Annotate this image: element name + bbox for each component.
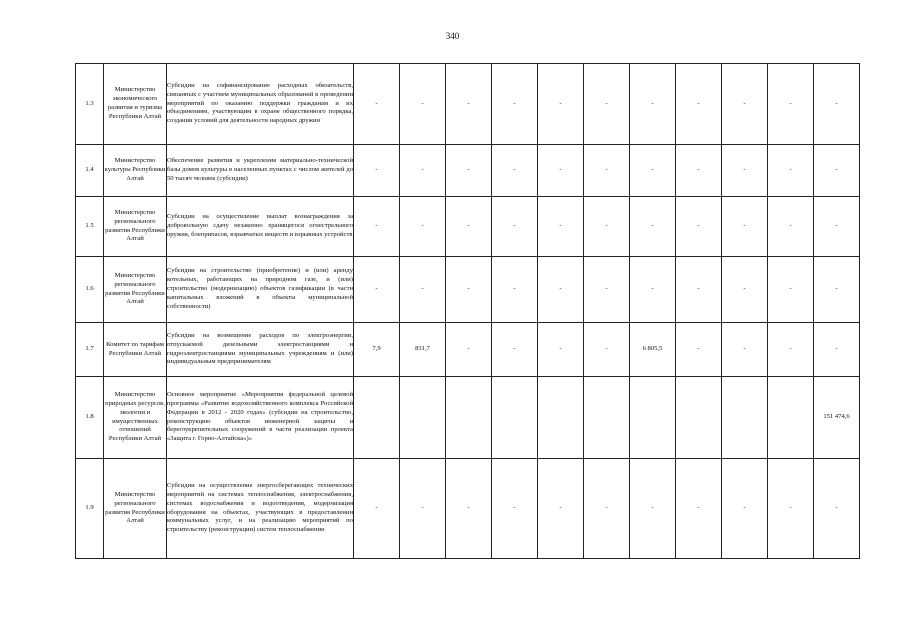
description-cell: Субсидии на осуществление энергосберегающих технических мероприятий на системах теплоснабжения, электроснабжения, системах водоснабжения и водоотведения, модернизация оборудования на объектах, участвующих в предоставлении коммунальных услуг, и на реализацию мероприятий по строительству (реконструкции) систем теплоснабжения [167, 459, 354, 559]
value-cell [722, 377, 768, 459]
value-cell: - [584, 323, 630, 377]
value-cell: - [630, 257, 676, 323]
value-cell: - [722, 197, 768, 257]
value-cell: 151 474,6 [814, 377, 860, 459]
value-cell: - [584, 64, 630, 145]
value-cell: - [630, 197, 676, 257]
value-cell: - [446, 145, 492, 197]
value-cell: - [492, 257, 538, 323]
page-number: 340 [445, 31, 460, 41]
description-cell: Субсидии на осуществление выплат вознаграждения за добровольную сдачу незаконно хранящегося огнестрельного оружия, боеприпасов, взрывчатых веществ и взрывных устройств [167, 197, 354, 257]
table-row [76, 323, 860, 377]
value-cell: - [722, 257, 768, 323]
value-cell: - [354, 459, 400, 559]
value-cell [630, 377, 676, 459]
row-number-cell: 1.9 [76, 459, 104, 559]
organization-cell: Министерство культуры Республики Алтай [104, 145, 167, 197]
value-cell: - [676, 459, 722, 559]
value-cell: - [354, 145, 400, 197]
table-row [76, 64, 860, 145]
table-row [76, 257, 860, 323]
value-cell: - [446, 197, 492, 257]
value-cell: - [768, 323, 814, 377]
row-number-cell: 1.6 [76, 257, 104, 323]
value-cell: - [584, 459, 630, 559]
value-cell: - [630, 64, 676, 145]
row-number-cell: 1.3 [76, 64, 104, 145]
value-cell: - [676, 145, 722, 197]
value-cell: - [492, 459, 538, 559]
value-cell: - [722, 323, 768, 377]
value-cell: - [584, 257, 630, 323]
table-row [76, 145, 860, 197]
value-cell: - [768, 145, 814, 197]
description-cell: Субсидии на софинансирование расходных обязательств, связанных с участием муниципальных образований в проведении мероприятий по оказанию поддержки гражданам и их объединениям, участвующим в охране общественного порядка, создании условий для деятельности народных дружин [167, 64, 354, 145]
value-cell: - [446, 64, 492, 145]
value-cell [538, 377, 584, 459]
value-cell: - [676, 323, 722, 377]
value-cell: - [768, 197, 814, 257]
table-body [76, 64, 860, 559]
value-cell: - [446, 459, 492, 559]
row-number-cell: 1.8 [76, 377, 104, 459]
value-cell [768, 377, 814, 459]
value-cell: - [722, 145, 768, 197]
value-cell: - [492, 323, 538, 377]
value-cell: - [400, 459, 446, 559]
organization-cell: Министерство экономического развития и туризма Республики Алтай [104, 64, 167, 145]
value-cell [492, 377, 538, 459]
value-cell: - [768, 64, 814, 145]
value-cell: - [722, 459, 768, 559]
value-cell: - [354, 257, 400, 323]
table-row [76, 197, 860, 257]
value-cell: 831,7 [400, 323, 446, 377]
value-cell: - [492, 64, 538, 145]
value-cell: - [584, 145, 630, 197]
description-cell: Основное мероприятие «Мероприятия федеральной целевой программы «Развитие водохозяйственного комплекса Российской Федерации в 2012 - 2020 годах» (субсидии на строительство, реконструкцию объектов инженерной защиты и берегоукрепительных сооружений в части реализации проекта «Защита г. Горно-Алтайска»)» [167, 377, 354, 459]
value-cell: - [538, 64, 584, 145]
value-cell [676, 377, 722, 459]
value-cell: - [814, 64, 860, 145]
value-cell: - [768, 459, 814, 559]
table-row [76, 459, 860, 559]
organization-cell: Министерство регионального развития Республики Алтай [104, 197, 167, 257]
value-cell: - [814, 145, 860, 197]
value-cell [584, 377, 630, 459]
organization-cell: Министерство природных ресурсов, экологии и имущественных отношений Республики Алтай [104, 377, 167, 459]
value-cell: - [814, 257, 860, 323]
value-cell: - [538, 197, 584, 257]
value-cell: - [676, 64, 722, 145]
subsidy-table [75, 63, 860, 559]
value-cell: - [446, 257, 492, 323]
value-cell: - [400, 64, 446, 145]
value-cell: 6 805,5 [630, 323, 676, 377]
value-cell: 7,9 [354, 323, 400, 377]
description-cell: Обеспечение развития и укрепления материально-технической базы домов культуры в населенных пунктах с числом жителей до 50 тысяч человек (субсидии) [167, 145, 354, 197]
organization-cell: Комитет по тарифам Республики Алтай [104, 323, 167, 377]
value-cell: - [538, 323, 584, 377]
description-cell: Субсидии на строительство (приобретение) и (или) аренду котельных, работающих на природном газе, и (или) строительство (модернизацию) объектов газификации (в части капитальных вложений в объекты муниципальной собственности) [167, 257, 354, 323]
value-cell: - [400, 145, 446, 197]
value-cell: - [814, 323, 860, 377]
table-row [76, 377, 860, 459]
row-number-cell: 1.5 [76, 197, 104, 257]
value-cell: - [538, 459, 584, 559]
value-cell: - [630, 459, 676, 559]
value-cell: - [492, 197, 538, 257]
organization-cell: Министерство регионального развития Республики Алтай [104, 459, 167, 559]
value-cell: - [722, 64, 768, 145]
value-cell [400, 377, 446, 459]
value-cell: - [584, 197, 630, 257]
organization-cell: Министерство регионального развития Республики Алтай [104, 257, 167, 323]
value-cell: - [630, 145, 676, 197]
value-cell [354, 377, 400, 459]
value-cell: - [538, 257, 584, 323]
row-number-cell: 1.4 [76, 145, 104, 197]
value-cell [446, 377, 492, 459]
value-cell: - [354, 64, 400, 145]
value-cell: - [400, 257, 446, 323]
description-cell: Субсидии на возмещение расходов по электроэнергии, отпускаемой дизельными электростанциями и гидроэлектростанциями муниципальных учреждениям и (или) индивидуальным предпринимателям [167, 323, 354, 377]
value-cell: - [446, 323, 492, 377]
value-cell: - [768, 257, 814, 323]
value-cell: - [814, 459, 860, 559]
value-cell: - [676, 197, 722, 257]
row-number-cell: 1.7 [76, 323, 104, 377]
value-cell: - [492, 145, 538, 197]
value-cell: - [676, 257, 722, 323]
value-cell: - [400, 197, 446, 257]
value-cell: - [538, 145, 584, 197]
value-cell: - [354, 197, 400, 257]
value-cell: - [814, 197, 860, 257]
